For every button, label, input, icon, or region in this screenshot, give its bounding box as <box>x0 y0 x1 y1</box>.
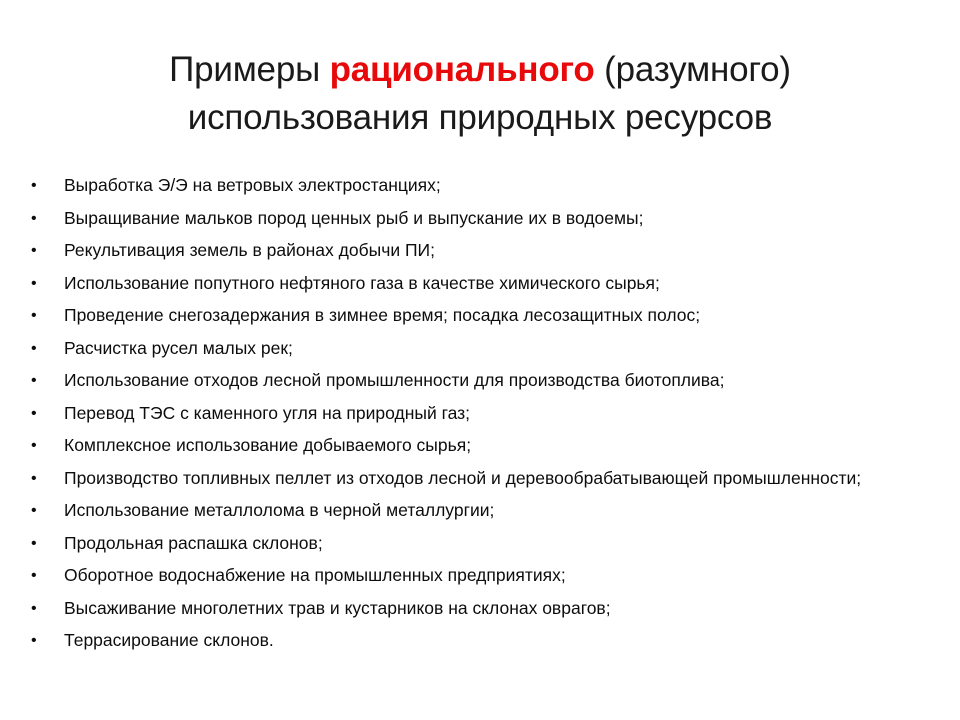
list-item-text: Использование отходов лесной промышленности для производства биотоплива; <box>64 370 725 390</box>
list-item <box>28 530 908 557</box>
bullet-dot-icon: • <box>31 209 37 227</box>
bullet-dot-icon: • <box>31 274 37 292</box>
list-item <box>28 172 908 199</box>
slide-title <box>60 46 900 142</box>
list-item <box>28 497 908 524</box>
list-item <box>28 205 908 232</box>
title-part-1: Примеры <box>169 50 330 89</box>
list-item-text: Оборотное водоснабжение на промышленных предприятиях; <box>64 565 566 585</box>
bullet-dot-icon: • <box>31 339 37 357</box>
list-item-text: Использование попутного нефтяного газа в качестве химического сырья; <box>64 272 660 293</box>
list-item-text: Высаживание многолетних трав и кустарников на склонах оврагов; <box>64 597 611 618</box>
list-item <box>28 465 908 492</box>
list-item-text: Продольная распашка склонов; <box>64 532 323 553</box>
bullet-dot-icon: • <box>31 567 37 584</box>
list-item <box>28 595 908 622</box>
list-item-text: Использование металлолома в черной металлургии; <box>64 500 495 520</box>
list-item-text: Рекультивация земель в районах добычи ПИ; <box>64 240 435 260</box>
bullet-dot-icon: • <box>31 242 37 259</box>
list-item-text: Проведение снегозадержания в зимнее время; посадка лесозащитных полос; <box>64 305 701 325</box>
list-item-text: Выработка Э/Э на ветровых электростанциях; <box>64 175 441 195</box>
list-item <box>28 335 908 362</box>
bullet-dot-icon: • <box>31 534 37 552</box>
bullet-dot-icon: • <box>31 469 37 487</box>
bullet-list <box>28 172 908 660</box>
title-part-2: (разумного) <box>594 50 791 89</box>
list-item-text: Террасирование склонов. <box>64 630 274 650</box>
bullet-dot-icon: • <box>31 599 37 617</box>
bullet-dot-icon: • <box>31 502 37 519</box>
bullet-dot-icon: • <box>31 177 37 194</box>
list-item-text: Выращивание мальков пород ценных рыб и выпускание их в водоемы; <box>64 207 644 228</box>
title-accent-word: рационального <box>329 50 595 89</box>
list-item-text: Расчистка русел малых рек; <box>64 337 293 358</box>
bullet-dot-icon: • <box>31 404 37 422</box>
title-line-2: использования природных ресурсов <box>187 98 773 137</box>
list-item <box>28 367 908 394</box>
list-item <box>28 627 908 654</box>
bullet-dot-icon: • <box>31 372 37 389</box>
bullet-dot-icon: • <box>31 437 37 454</box>
list-item <box>28 562 908 589</box>
list-item-text: Комплексное использование добываемого сырья; <box>64 435 472 455</box>
list-item-text: Перевод ТЭС с каменного угля на природный газ; <box>64 402 471 423</box>
list-item <box>28 237 908 264</box>
list-item <box>28 302 908 329</box>
list-item-text: Производство топливных пеллет из отходов лесной и деревообрабатывающей промышленности; <box>64 467 862 488</box>
list-item <box>28 400 908 427</box>
list-item <box>28 270 908 297</box>
bullet-dot-icon: • <box>31 307 37 324</box>
bullet-dot-icon: • <box>31 632 37 649</box>
list-item <box>28 432 908 459</box>
